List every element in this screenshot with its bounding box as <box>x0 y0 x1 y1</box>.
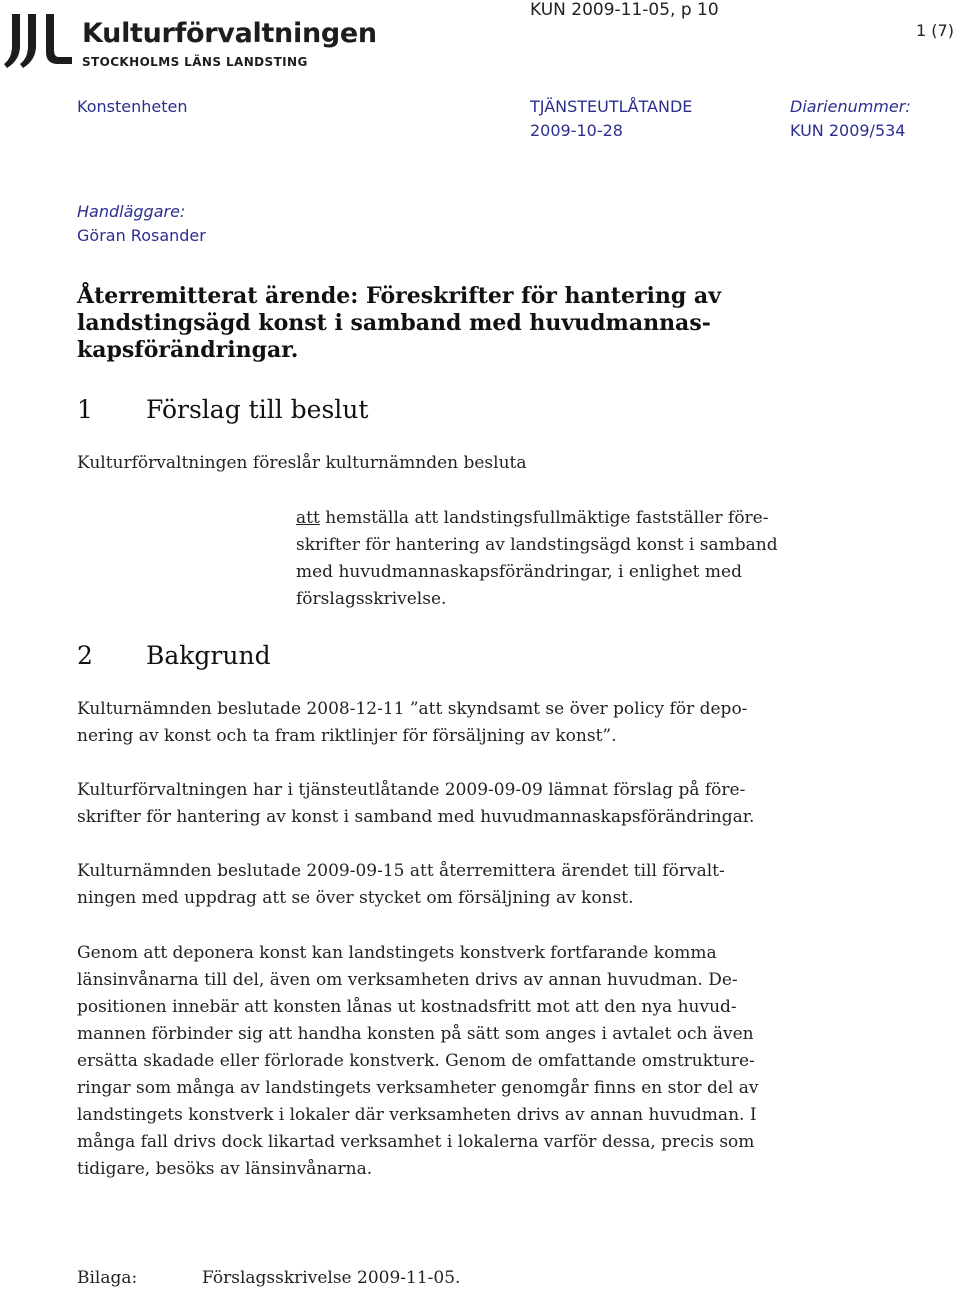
attachment-value: Förslagsskrivelse 2009-11-05. <box>202 1268 461 1288</box>
section-2-heading: Bakgrund <box>146 641 271 670</box>
document-title: Återremitterat ärende: Föreskrifter för hantering av landstingsägd konst i samband med huvudmannas- kapsförändringar. <box>77 283 721 363</box>
logo-name: Kulturförvaltningen <box>82 18 377 49</box>
handler-name: Göran Rosander <box>77 226 206 245</box>
section-1-heading: Förslag till beslut <box>146 395 369 424</box>
decision-proposal: att hemställa att landstingsfullmäktige fastställer före- skrifter för hantering av landstingsägd konst i samband med huvudmannaskapsförändringar, i enlighet med förslagsskrivelse. <box>296 508 778 609</box>
section-1-intro: Kulturförvaltningen föreslår kulturnämnden besluta <box>77 453 527 473</box>
section-1-number: 1 <box>77 395 93 424</box>
sll-logo-mark-icon <box>2 12 74 70</box>
background-paragraph-3: Kulturnämnden beslutade 2009-09-15 att återremittera ärendet till förvalt- ningen med uppdrag att se över stycket om försäljning av konst. <box>77 861 725 908</box>
section-2-number: 2 <box>77 641 93 670</box>
logo-subtitle: STOCKHOLMS LÄNS LANDSTING <box>82 55 308 69</box>
department: Konstenheten <box>77 97 188 116</box>
diary-number-label: Diarienummer: <box>790 97 911 116</box>
document-date: 2009-10-28 <box>530 121 623 140</box>
meeting-reference: KUN 2009-11-05, p 10 <box>530 0 719 20</box>
organization-logo <box>0 12 380 70</box>
diary-number: KUN 2009/534 <box>790 121 906 140</box>
proposal-att: att <box>296 508 320 528</box>
background-paragraph-2: Kulturförvaltningen har i tjänsteutlåtande 2009-09-09 lämnat förslag på före- skrifter för hantering av konst i samband med huvudmannaskapsförändringar. <box>77 780 755 827</box>
handler-label: Handläggare: <box>77 202 186 221</box>
document-type: TJÄNSTEUTLÅTANDE <box>530 97 693 116</box>
attachment-label: Bilaga: <box>77 1268 138 1288</box>
page-number: 1 (7) <box>916 21 954 40</box>
background-paragraph-4: Genom att deponera konst kan landstingets konstverk fortfarande komma länsinvånarna till del, även om verksamheten drivs av annan huvudman. De- positionen innebär att konsten lånas ut kostnadsfritt mot att den nya huvud- mannen förbinder sig att handha konsten på sätt som anges i avtalet och även ersätta skadade eller förlorade konstverk. Genom de omfattande omstrukture- ringar som många av landstingets verksamheter genomgår finns en stor del av landstingets konstverk i lokaler där verksamheten drivs av annan huvudman. I många fall drivs dock likartad verksamhet i lokalerna varför dessa, precis som tidigare, besöks av länsinvånarna. <box>77 943 759 1179</box>
background-paragraph-1: Kulturnämnden beslutade 2008-12-11 ”att skyndsamt se över policy för depo- nering av konst och ta fram riktlinjer för försäljning av konst”. <box>77 699 748 746</box>
